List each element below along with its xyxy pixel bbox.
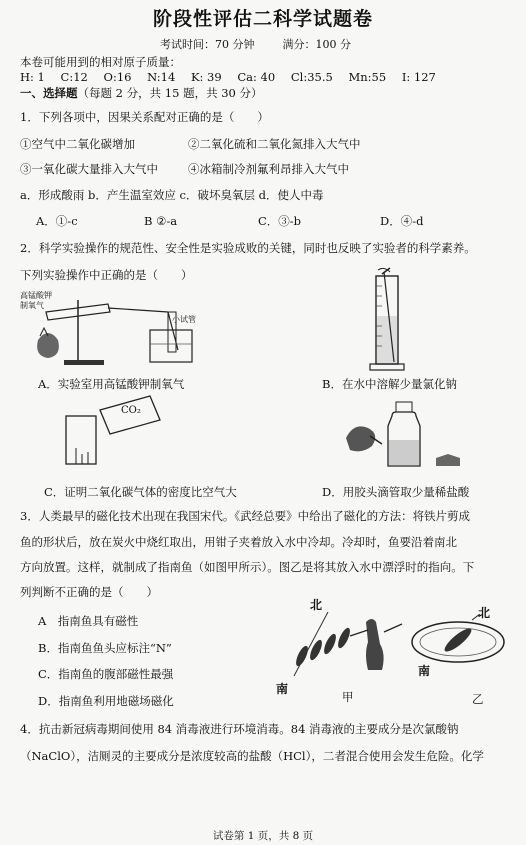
q2-option-c: C．证明二氧化碳气体的密度比空气大 [44,485,237,499]
kmno4-label: 高锰酸钾 [20,291,52,300]
north-label: 北 [310,598,323,612]
south-label: 南 [276,682,289,696]
atom-k: K: 39 [190,70,222,84]
atomic-masses [20,70,448,84]
co2-label: CO₂ [121,405,141,416]
figure-jia-caption: 甲 [342,690,354,704]
exam-meta [160,38,351,52]
q3-option-d: D．指南鱼利用地磁场磁化 [38,694,174,708]
q1-stem: 1．下列各项中，因果关系配对正确的是（ ） [20,110,269,124]
q1-option-d: D．④-d [380,214,424,228]
q3-option-b: B．指南鱼鱼头应标注“N” [38,641,172,655]
section-note: （每题 2 分，共 15 题，共 30 分） [77,86,263,100]
q2-option-b: B．在水中溶解少量氯化钠 [322,377,457,391]
q1-option-a: A．①-c [36,214,78,228]
q1-option-b: B ②-a [144,214,178,228]
atom-mn: Mn:55 [348,70,387,84]
q3-option-c: C．指南鱼的腹部磁性最强 [38,667,174,681]
q2-stem-line2: 下列实验操作中正确的是（ ） [20,268,193,282]
south-label-2: 南 [418,664,431,678]
figure-co2-pour [60,392,170,472]
page-footer: 试卷第 1 页，共 8 页 [212,830,314,842]
q1-option-c: C．③-b [258,214,302,228]
atom-c: C:12 [60,70,88,84]
q2-option-a: A．实验室用高锰酸钾制氧气 [38,377,185,391]
q1-cause-3: ③一氧化碳大量排入大气中 [20,162,158,176]
q1-cause-2: ②二氧化硫和二氧化氮排入大气中 [188,137,361,151]
q2-stem-line1: 2．科学实验操作的规范性、安全性是实验成败的关键，同时也反映了实验者的科学素养。 [20,241,476,255]
q3-stem-line3: 方向放置。这样，就制成了指南鱼（如图甲所示）。图乙是将其放入水中漂浮时的指向。下 [20,560,475,574]
atom-h: H: 1 [20,70,45,84]
small-tube-label: 小试管 [172,315,196,324]
atom-i: I: 127 [401,70,436,84]
exam-score: 满分：100 分 [282,38,351,51]
figure-yi-caption: 乙 [472,692,484,706]
q2-option-d: D．用胶头滴管取少量稀盐酸 [322,485,470,499]
figure-jia-magnet-fish [288,610,408,680]
atom-o: O:16 [103,70,132,84]
atom-n: N:14 [147,70,176,84]
figure-yi-floating-fish [408,614,508,668]
q3-option-a: A 指南鱼具有磁性 [38,614,139,628]
figure-dropper-bottle [340,398,470,474]
exam-time: 考试时间：70 分钟 [160,38,255,51]
section-title: 一、选择题 [20,86,78,100]
q4-line2: （NaClO），洁厕灵的主要成分是浓度较高的盐酸（HCl），二者混合使用会发生危险。化学 [20,749,484,763]
q4-line1: 4．抗击新冠病毒期间使用 84 消毒液进行环境消毒。84 消毒液的主要成分是次氯酸钠 [20,722,459,736]
north-label-2: 北 [478,606,491,620]
figure-graduated-cylinder [360,266,420,374]
kmno4-label-2: 制氧气 [20,301,44,310]
q1-cause-1: ①空气中二氧化碳增加 [20,137,135,151]
q1-effects: a．形成酸雨 b．产生温室效应 c．破坏臭氧层 d．使人中毒 [20,188,324,202]
q1-cause-4: ④冰箱制冷剂氟利昂排入大气中 [188,162,349,176]
q3-stem-line1: 3．人类最早的磁化技术出现在我国宋代。《武经总要》中给出了磁化的方法：将铁片剪成 [20,509,471,523]
figure-kmno4-apparatus [18,290,218,370]
page-title: 阶段性评估二科学试题卷 [152,8,373,30]
atom-cl: Cl:35.5 [290,70,333,84]
atoms-intro: 本卷可能用到的相对原子质量： [20,55,181,69]
section-heading [20,86,263,100]
atom-ca: Ca: 40 [237,70,276,84]
q3-stem-line4: 列判断不正确的是（ ） [20,585,158,599]
q3-stem-line2: 鱼的形状后，放在炭火中烧红取出，用钳子夹着放入水中冷却。冷却时，鱼要沿着南北 [20,535,457,549]
